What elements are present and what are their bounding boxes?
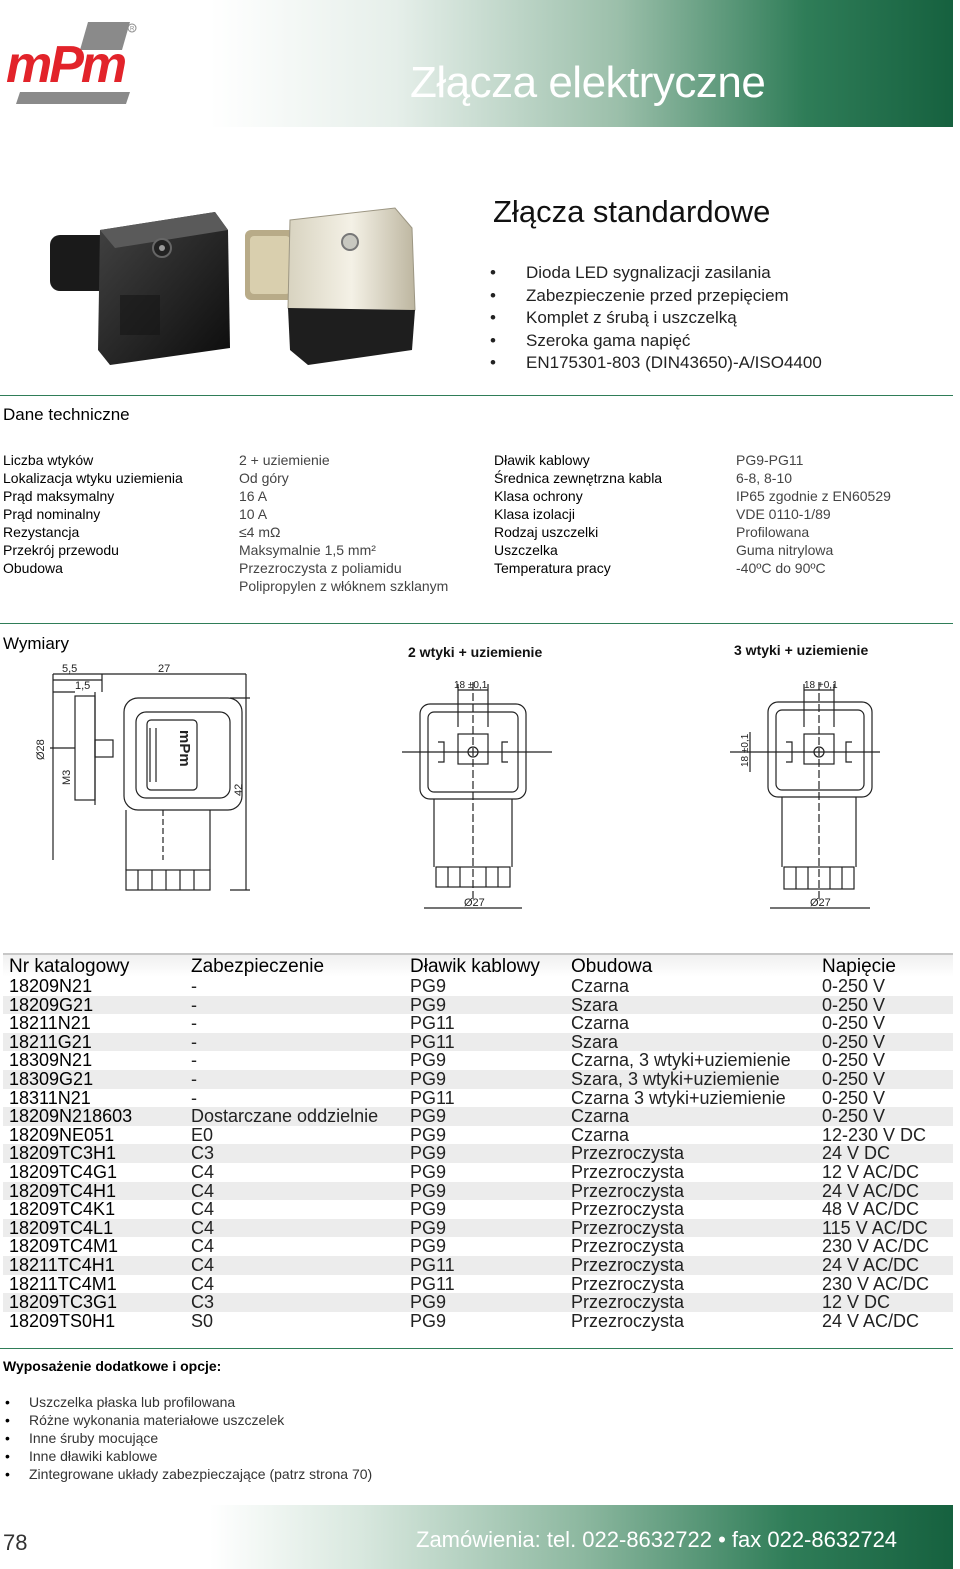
tech-value: PG9-PG11 [736, 452, 804, 468]
dim-label: 5,5 [62, 663, 78, 675]
dim-label: 18 ±0,1 [740, 733, 751, 767]
table-cell: Przezroczysta [571, 1310, 685, 1331]
table-cell: 12-230 V DC [822, 1124, 927, 1145]
table-cell: 0-250 V [822, 1031, 886, 1052]
tech-label: Klasa ochrony [494, 488, 583, 504]
tech-value: 16 A [239, 488, 268, 504]
table-cell: Przezroczysta [571, 1254, 685, 1275]
options-item: • Inne dławiki kablowe [3, 1447, 372, 1465]
column-header: Dławik kablowy [410, 956, 540, 977]
table-cell: 18209N21 [9, 976, 93, 996]
table-cell: PG9 [410, 1217, 447, 1238]
table-cell: PG9 [410, 1143, 447, 1164]
table-cell: Przezroczysta [571, 1217, 685, 1238]
table-cell: PG9 [410, 1310, 447, 1331]
column-header: Obudowa [571, 956, 653, 977]
table-cell: E0 [191, 1124, 214, 1145]
table-cell: C4 [191, 1199, 215, 1220]
table-cell: Czarna [571, 1106, 630, 1127]
tech-value: 6-8, 8-10 [736, 470, 793, 486]
table-cell: 18209TC4K1 [9, 1199, 116, 1220]
table-cell: Przezroczysta [571, 1180, 685, 1201]
table-cell: - [191, 994, 197, 1015]
dimensions-label-2-pin: 2 wtyki + uziemienie [408, 644, 543, 660]
table-row [3, 1089, 953, 1108]
mpm-logo [4, 20, 138, 108]
table-row [3, 1163, 953, 1182]
section-divider [0, 395, 953, 396]
table-cell: PG9 [410, 1106, 447, 1127]
table-row [3, 1144, 953, 1163]
column-header: Napięcie [822, 956, 896, 977]
table-cell: Czarna [571, 976, 630, 996]
table-cell: 18311N21 [9, 1087, 91, 1108]
table-row [3, 1293, 953, 1312]
tech-value: 10 A [239, 506, 268, 522]
table-row [3, 1182, 953, 1201]
table-cell: 24 V AC/DC [822, 1310, 920, 1331]
table-cell: Przezroczysta [571, 1161, 685, 1182]
tech-left-labels [3, 451, 183, 577]
table-cell: 18309G21 [9, 1068, 94, 1089]
tech-section-title: Dane techniczne [3, 405, 130, 424]
connector-photos [40, 200, 440, 390]
table-cell: 18209TC4G1 [9, 1161, 118, 1182]
dim-label: 18 ±0,1 [454, 680, 488, 691]
tech-value: Maksymalnie 1,5 mm² [239, 542, 376, 558]
page-title: Złącza elektryczne [410, 58, 766, 107]
front-view-2-pin-drawing [402, 672, 552, 912]
table-cell: Szara, 3 wtyki+uziemienie [571, 1068, 780, 1089]
feature-item: • EN175301-803 (DIN43650)-A/ISO4400 [490, 352, 822, 375]
tech-value: Polipropylen z włóknem szklanym [239, 578, 449, 594]
table-cell: - [191, 1013, 197, 1034]
table-cell: 18209G21 [9, 994, 94, 1015]
table-cell: Czarna [571, 1013, 630, 1034]
table-cell: - [191, 1031, 197, 1052]
table-cell: PG9 [410, 1161, 447, 1182]
table-cell: PG9 [410, 1068, 447, 1089]
dim-label: Ø28 [35, 739, 47, 760]
table-header [3, 953, 953, 977]
table-cell: 0-250 V [822, 994, 886, 1015]
dim-label: 27 [158, 663, 171, 675]
table-cell: PG9 [410, 976, 447, 996]
table-row [3, 1219, 953, 1238]
table-cell: PG11 [410, 1087, 455, 1108]
dim-label: 1,5 [75, 680, 91, 692]
table-cell: 230 V AC/DC [822, 1236, 930, 1257]
catalog-table [3, 953, 953, 1330]
table-cell: C4 [191, 1236, 215, 1257]
table-cell: PG11 [410, 1254, 455, 1275]
table-row [3, 1107, 953, 1126]
tech-label: Uszczelka [494, 542, 558, 558]
table-cell: 48 V AC/DC [822, 1199, 920, 1220]
tech-label: Dławik kablowy [494, 452, 590, 468]
svg-text:R: R [130, 26, 135, 33]
drawing-logo: mPm [176, 730, 193, 767]
table-cell: 18209TC4L1 [9, 1217, 114, 1238]
table-cell: - [191, 976, 197, 996]
table-cell: PG9 [410, 994, 447, 1015]
table-cell: 18211TC4H1 [9, 1254, 115, 1275]
table-cell: Czarna [571, 1124, 630, 1145]
column-header: Nr katalogowy [9, 956, 130, 977]
tech-label: Przekrój przewodu [3, 542, 119, 558]
front-view-3-pin-drawing [730, 672, 880, 912]
tech-label: Lokalizacja wtyku uziemienia [3, 470, 183, 486]
table-cell: PG9 [410, 1292, 447, 1313]
tech-value: -40ºC do 90ºC [736, 560, 826, 576]
table-row [3, 1051, 953, 1070]
tech-value: Przezroczysta z poliamidu [239, 560, 402, 576]
table-cell: Szara [571, 1031, 619, 1052]
table-row [3, 1014, 953, 1033]
table-cell: PG9 [410, 1124, 447, 1145]
tech-label: Rodzaj uszczelki [494, 524, 599, 540]
table-cell: 18211G21 [9, 1031, 92, 1052]
table-cell: - [191, 1087, 197, 1108]
table-cell: 18211TC4M1 [9, 1273, 117, 1294]
table-row [3, 977, 953, 996]
table-cell: 18209NE051 [9, 1124, 115, 1145]
feature-item: • Komplet z śrubą i uszczelką [490, 307, 822, 330]
table-cell: Czarna, 3 wtyki+uziemienie [571, 1050, 791, 1071]
table-cell: C4 [191, 1217, 215, 1238]
order-contact: Zamówienia: tel. 022-8632722 • fax 022-8632724 [416, 1527, 898, 1552]
table-cell: 0-250 V [822, 1106, 886, 1127]
table-cell: PG11 [410, 1013, 455, 1034]
table-cell: PG11 [410, 1031, 455, 1052]
table-row [3, 1033, 953, 1052]
table-cell: 0-250 V [822, 1013, 886, 1034]
dim-label: 18 +0,1 [804, 680, 838, 691]
table-cell: 230 V AC/DC [822, 1273, 930, 1294]
table-cell: PG11 [410, 1273, 455, 1294]
table-cell: 18209N218603 [9, 1106, 133, 1127]
table-cell: 0-250 V [822, 1068, 886, 1089]
table-row [3, 1312, 953, 1331]
tech-label: Obudowa [3, 560, 63, 576]
table-cell: 18211N21 [9, 1013, 91, 1034]
table-cell: PG9 [410, 1050, 447, 1071]
table-cell: 18209TS0H1 [9, 1310, 116, 1331]
options-item: • Inne śruby mocujące [3, 1429, 372, 1447]
section-divider [0, 1348, 953, 1349]
feature-list [490, 262, 822, 375]
table-row [3, 1275, 953, 1294]
tech-value: Guma nitrylowa [736, 542, 834, 558]
tech-label: Rezystancja [3, 524, 80, 540]
tech-value: IP65 zgodnie z EN60529 [736, 488, 891, 504]
side-view-drawing [30, 660, 280, 900]
table-cell: PG9 [410, 1236, 447, 1257]
table-cell: 12 V AC/DC [822, 1161, 920, 1182]
options-item: • Różne wykonania materiałowe uszczelek [3, 1411, 372, 1429]
dimensions-label-3-pin: 3 wtyki + uziemienie [734, 642, 869, 658]
table-row [3, 1237, 953, 1256]
table-cell: 0-250 V [822, 976, 886, 996]
dim-label: Ø27 [810, 897, 831, 909]
table-cell: 0-250 V [822, 1050, 886, 1071]
table-cell: 18309N21 [9, 1050, 93, 1071]
table-cell: 24 V DC [822, 1143, 891, 1164]
dim-label: Ø27 [464, 897, 485, 909]
column-header: Zabezpieczenie [191, 956, 325, 977]
table-cell: C3 [191, 1292, 215, 1313]
table-row [3, 1200, 953, 1219]
table-cell: C4 [191, 1180, 215, 1201]
table-cell: - [191, 1050, 197, 1071]
table-cell: C4 [191, 1273, 215, 1294]
table-row [3, 1126, 953, 1145]
logo-text: mPm [6, 36, 125, 94]
table-cell: C4 [191, 1254, 215, 1275]
tech-label: Prąd nominalny [3, 506, 101, 522]
tech-label: Średnica zewnętrzna kabla [494, 470, 663, 486]
options-item: • Zintegrowane układy zabezpieczające (patrz strona 70) [3, 1465, 372, 1483]
table-cell: 18209TC3G1 [9, 1292, 118, 1313]
section-divider [0, 623, 953, 624]
table-cell: Przezroczysta [571, 1143, 685, 1164]
tech-value: ≤4 mΩ [239, 524, 281, 540]
table-cell: 0-250 V [822, 1087, 886, 1108]
tech-left-values [239, 451, 448, 595]
table-row [3, 1070, 953, 1089]
table-row [3, 1256, 953, 1275]
dim-label: 42 [233, 783, 245, 796]
table-cell: C3 [191, 1143, 215, 1164]
table-cell: 18209TC4M1 [9, 1236, 119, 1257]
options-item: • Uszczelka płaska lub profilowana [3, 1393, 372, 1411]
table-cell: 115 V AC/DC [822, 1217, 928, 1238]
feature-item: • Dioda LED sygnalizacji zasilania [490, 262, 822, 285]
table-cell: Przezroczysta [571, 1199, 685, 1220]
table-cell: 24 V AC/DC [822, 1254, 920, 1275]
table-cell: Przezroczysta [571, 1292, 685, 1313]
table-cell: S0 [191, 1310, 214, 1331]
table-cell: 18209TC4H1 [9, 1180, 117, 1201]
table-body [3, 977, 953, 1330]
tech-label: Klasa izolacji [494, 506, 575, 522]
table-cell: Szara [571, 994, 619, 1015]
tech-label: Prąd maksymalny [3, 488, 115, 504]
page-number: 78 [3, 1530, 28, 1555]
product-title: Złącza standardowe [493, 194, 771, 229]
tech-label: Liczba wtyków [3, 452, 94, 468]
table-cell: 18209TC3H1 [9, 1143, 117, 1164]
dim-label: M3 [61, 769, 73, 785]
options-list [3, 1393, 372, 1483]
tech-right-values [736, 451, 891, 577]
feature-item: • Zabezpieczenie przed przepięciem [490, 285, 822, 308]
table-cell: 24 V AC/DC [822, 1180, 920, 1201]
options-title: Wyposażenie dodatkowe i opcje: [3, 1358, 222, 1374]
table-row [3, 996, 953, 1015]
table-cell: PG9 [410, 1180, 447, 1201]
table-cell: C4 [191, 1161, 215, 1182]
table-cell: Dostarczane oddzielnie [191, 1106, 379, 1127]
tech-value: Od góry [239, 470, 289, 486]
feature-item: • Szeroka gama napięć [490, 330, 822, 353]
tech-right-labels [494, 451, 662, 577]
tech-value: VDE 0110-1/89 [736, 506, 831, 522]
dimensions-title: Wymiary [3, 634, 69, 653]
table-cell: 12 V DC [822, 1292, 891, 1313]
tech-value: Profilowana [736, 524, 810, 540]
tech-value: 2 + uziemienie [239, 452, 330, 468]
table-cell: Przezroczysta [571, 1273, 685, 1294]
tech-label: Temperatura pracy [494, 560, 611, 576]
table-cell: Przezroczysta [571, 1236, 685, 1257]
table-cell: Czarna 3 wtyki+uziemienie [571, 1087, 786, 1108]
table-cell: - [191, 1068, 197, 1089]
table-cell: PG9 [410, 1199, 447, 1220]
